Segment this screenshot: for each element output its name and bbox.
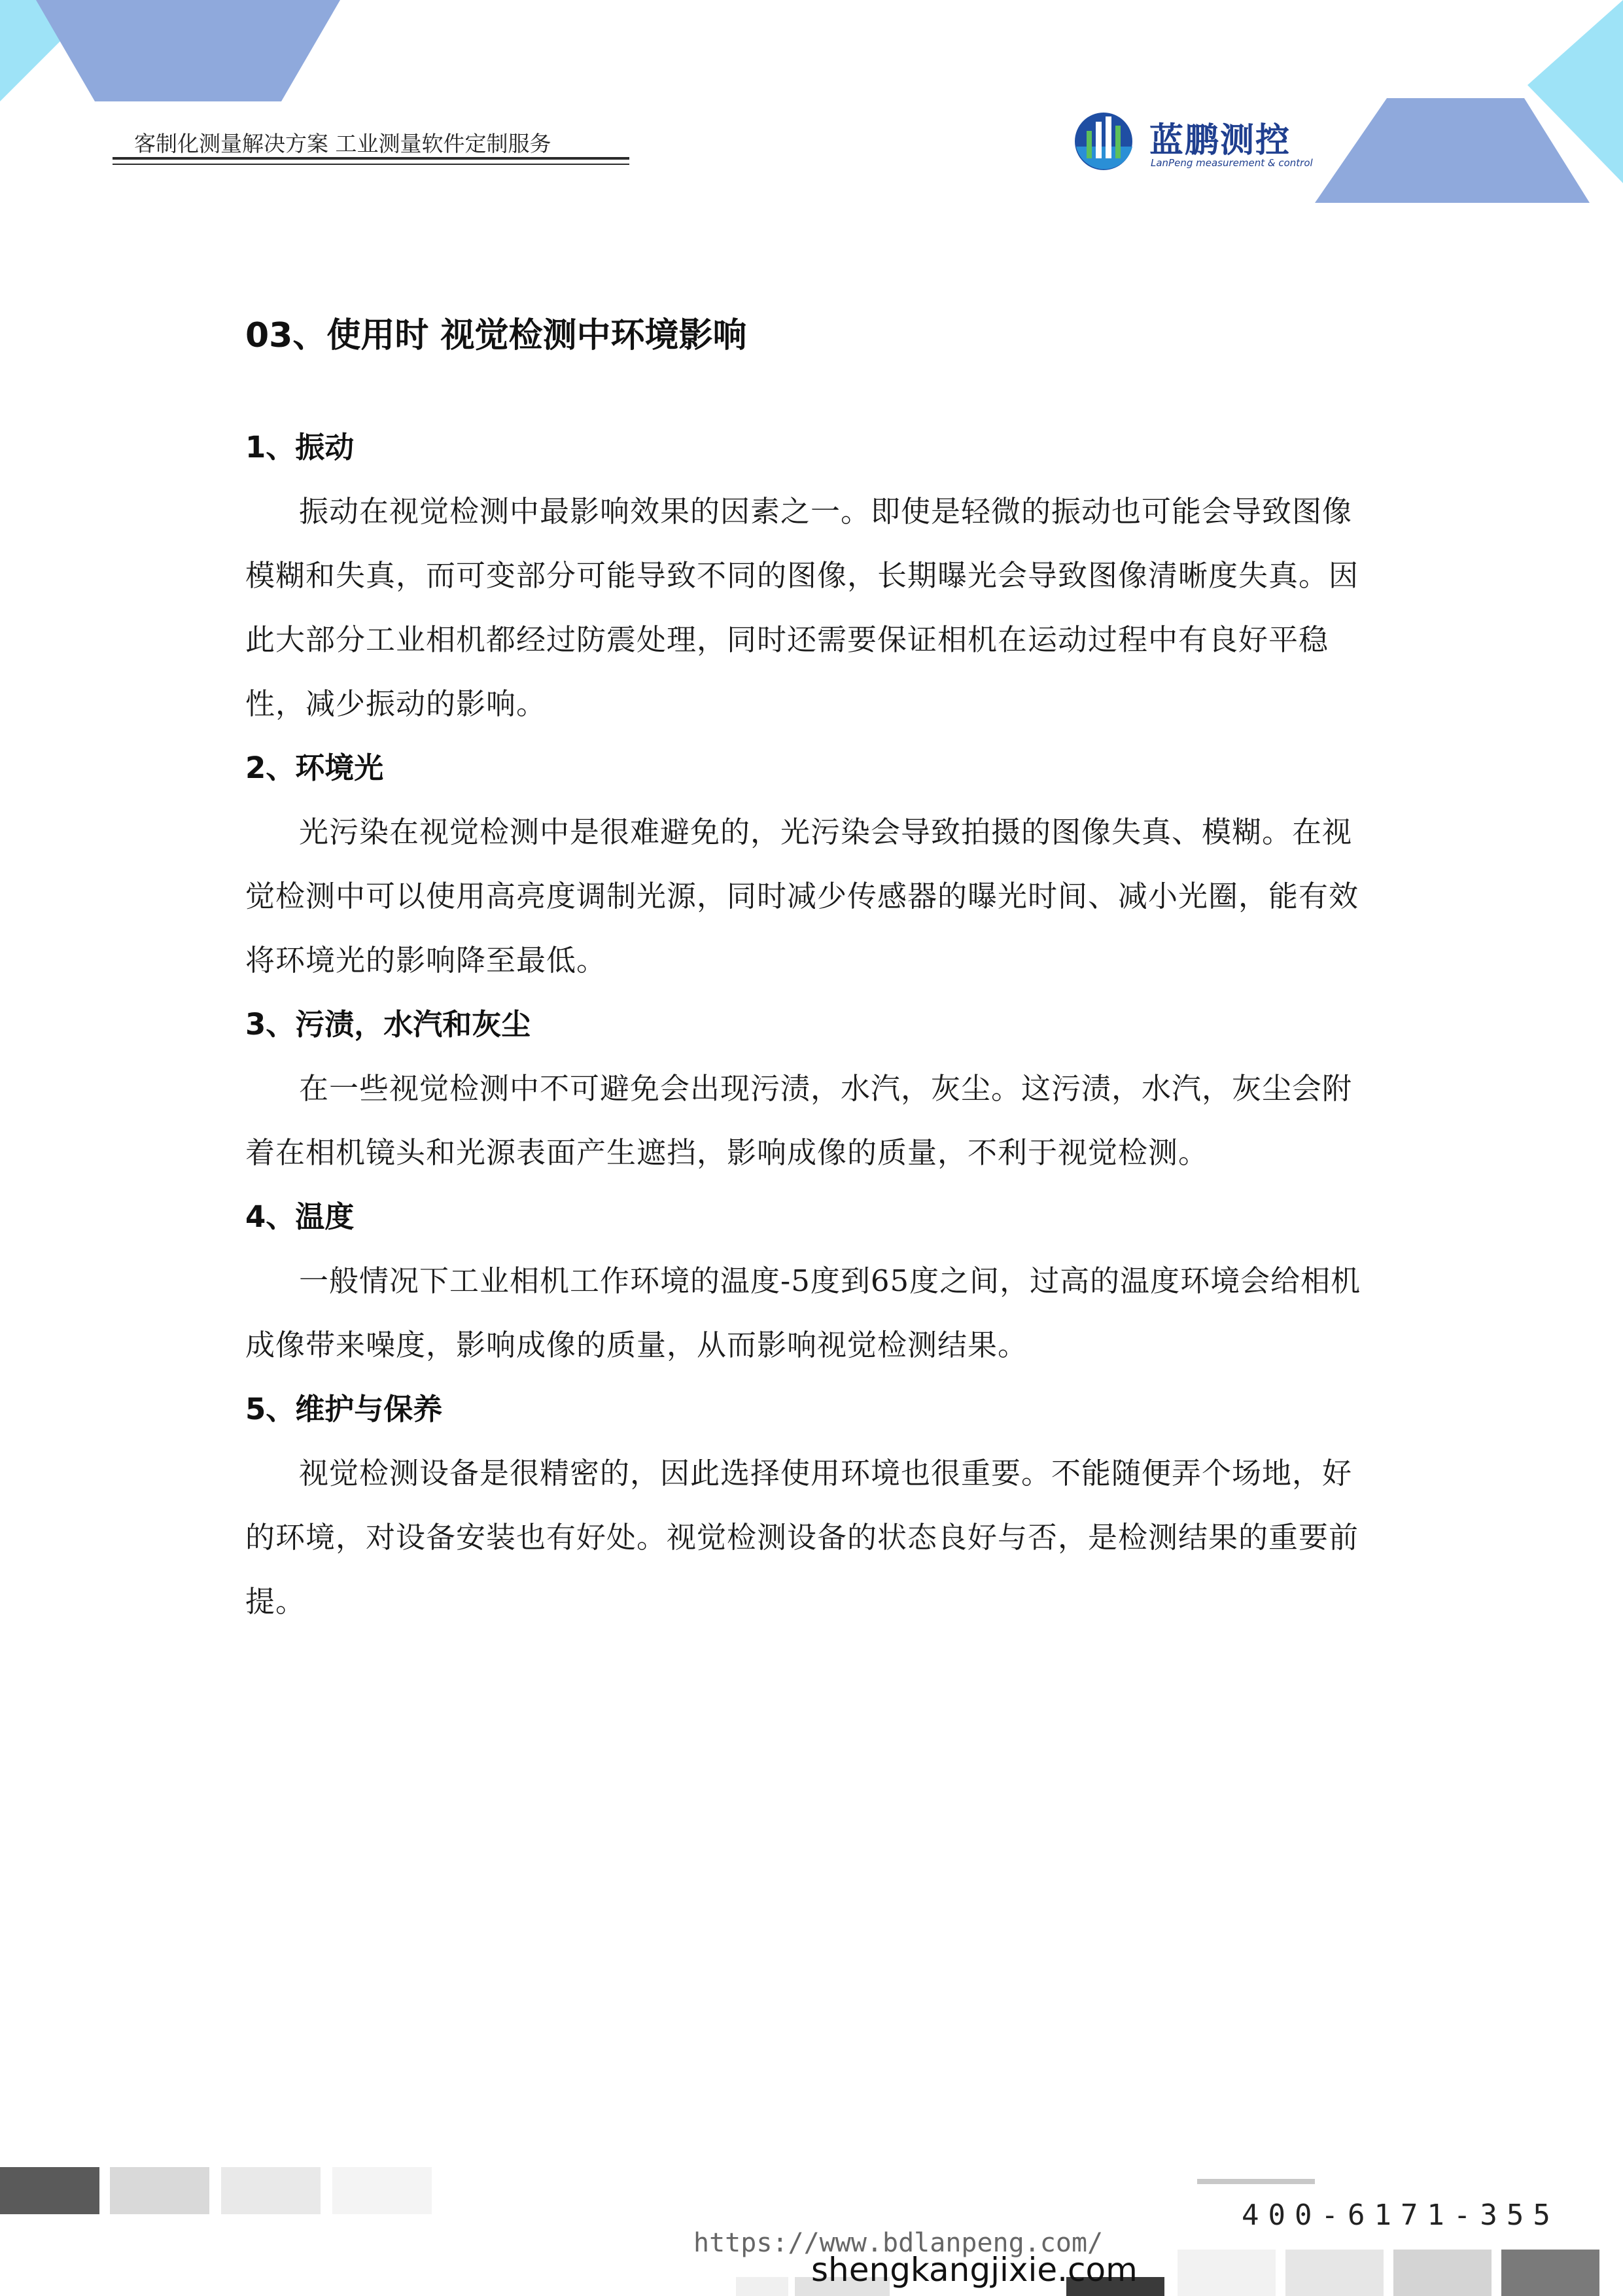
footer-tile — [1501, 2250, 1599, 2296]
footer-phone: 400-6171-355 — [1242, 2199, 1560, 2232]
footer-watermark: shengkangjixie.com — [811, 2251, 1138, 2289]
section-heading: 1、振动 — [245, 430, 355, 465]
section-heading: 3、污渍，水汽和灰尘 — [245, 1007, 531, 1042]
logo-mark-icon — [1070, 105, 1142, 177]
footer-tile — [332, 2167, 432, 2214]
header-rule-bottom — [113, 164, 629, 165]
section-vibration — [245, 415, 1370, 736]
section-ambient-light — [245, 736, 1370, 993]
footer-tile — [1178, 2250, 1276, 2296]
footer-tile — [736, 2277, 788, 2296]
document-title: 03、使用时 视觉检测中环境影响 — [245, 316, 747, 355]
document-body — [245, 308, 1370, 1634]
section-maintenance — [245, 1377, 1370, 1634]
section-paragraph: 振动在视觉检测中最影响效果的因素之一。即使是轻微的振动也可能会导致图像模糊和失真，而可变部分可能导致不同的图像，长期曝光会导致图像清晰度失真。因此大部分工业相机都经过防震处理，同时还需要保证相机在运动过程中有良好平稳性，减少振动的影响。 — [245, 494, 1359, 721]
section-heading: 4、温度 — [245, 1199, 355, 1234]
section-paragraph: 视觉检测设备是很精密的，因此选择使用环境也很重要。不能随便弄个场地，好的环境，对设备安装也有好处。视觉检测设备的状态良好与否，是检测结果的重要前提。 — [245, 1456, 1359, 1619]
footer-rule — [1197, 2179, 1315, 2184]
header-rule-top — [113, 157, 629, 160]
logo-subtitle: LanPeng measurement & control — [1151, 157, 1313, 169]
header-decoration — [0, 0, 1623, 216]
header-blue-trapezoid-right — [1315, 98, 1590, 203]
header-blue-trapezoid-left — [36, 0, 340, 101]
footer-tile — [0, 2167, 99, 2214]
footer-tile — [110, 2167, 209, 2214]
section-paragraph: 一般情况下工业相机工作环境的温度-5度到65度之间，过高的温度环境会给相机成像带来噪度，影响成像的质量，从而影响视觉检测结果。 — [245, 1263, 1361, 1362]
section-paragraph: 在一些视觉检测中不可避免会出现污渍，水汽，灰尘。这污渍，水汽，灰尘会附着在相机镜头和光源表面产生遮挡，影响成像的质量，不利于视觉检测。 — [245, 1071, 1353, 1170]
footer-tile — [1285, 2250, 1384, 2296]
section-stains-moisture-dust — [245, 993, 1370, 1185]
footer-tile — [221, 2167, 321, 2214]
footer-url[interactable]: https://www.bdlanpeng.com/ — [693, 2228, 1104, 2258]
section-temperature — [245, 1185, 1370, 1377]
section-paragraph: 光污染在视觉检测中是很难避免的，光污染会导致拍摄的图像失真、模糊。在视觉检测中可以使用高亮度调制光源，同时减少传感器的曝光时间、减小光圈，能有效将环境光的影响降至最低。 — [245, 815, 1359, 978]
company-logo — [1070, 105, 1318, 177]
logo-name: 蓝鹏测控 — [1149, 121, 1291, 160]
header-tagline: 客制化测量解决方案 工业测量软件定制服务 — [134, 131, 551, 156]
section-heading: 5、维护与保养 — [245, 1392, 443, 1426]
section-heading: 2、环境光 — [245, 751, 384, 785]
footer-tile — [1393, 2250, 1492, 2296]
